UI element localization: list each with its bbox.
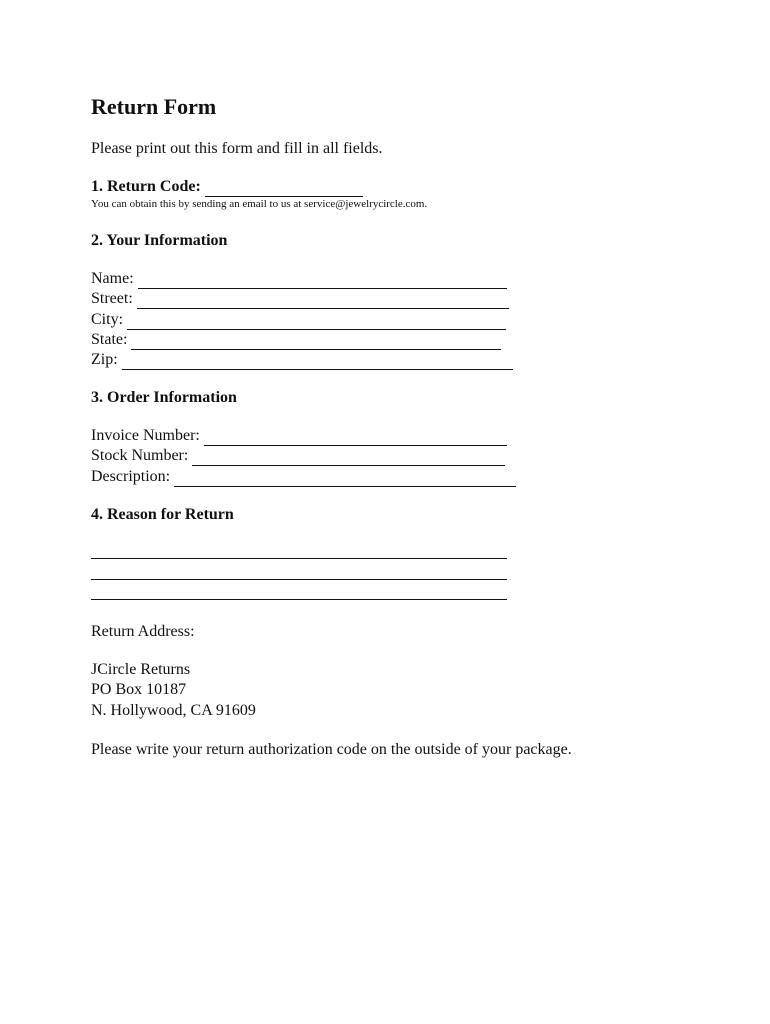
stock-number-label: Stock Number:: [91, 447, 189, 464]
return-code-blank[interactable]: [205, 181, 363, 197]
your-information-heading: 2. Your Information: [91, 232, 228, 249]
zip-label: Zip:: [91, 351, 118, 368]
city-blank[interactable]: [127, 314, 506, 330]
return-code-note: You can obtain this by sending an email to us at service@jewelrycircle.com.: [91, 198, 428, 210]
city-field: [91, 310, 506, 330]
order-information-heading: 3. Order Information: [91, 389, 237, 406]
state-field: [91, 330, 501, 350]
state-blank[interactable]: [131, 334, 501, 350]
footer-note: Please write your return authorization code on the outside of your package.: [91, 741, 572, 758]
reason-for-return-heading: 4. Reason for Return: [91, 506, 234, 523]
stock-number-blank[interactable]: [192, 450, 505, 466]
reason-line[interactable]: [91, 558, 507, 559]
address-line: N. Hollywood, CA 91609: [91, 702, 256, 719]
zip-field: [91, 350, 513, 370]
city-label: City:: [91, 311, 124, 328]
description-field: [91, 467, 516, 487]
return-address-label: Return Address:: [91, 623, 195, 640]
invoice-number-field: [91, 426, 507, 446]
name-field: [91, 269, 507, 289]
street-label: Street:: [91, 290, 133, 307]
address-line: JCircle Returns: [91, 661, 191, 678]
name-blank[interactable]: [138, 273, 507, 289]
page-title: Return Form: [91, 94, 217, 119]
state-label: State:: [91, 331, 128, 348]
address-line: PO Box 10187: [91, 681, 187, 698]
street-field: [91, 289, 509, 309]
description-label: Description:: [91, 468, 171, 485]
reason-line[interactable]: [91, 599, 507, 600]
name-label: Name:: [91, 270, 134, 287]
description-blank[interactable]: [174, 471, 516, 487]
reason-line[interactable]: [91, 579, 507, 580]
street-blank[interactable]: [137, 293, 509, 309]
invoice-number-label: Invoice Number:: [91, 427, 200, 444]
return-code-label: 1. Return Code:: [91, 178, 201, 195]
zip-blank[interactable]: [122, 354, 513, 370]
stock-number-field: [91, 446, 505, 466]
return-code-field: [91, 177, 363, 197]
intro-text: Please print out this form and fill in all fields.: [91, 140, 383, 157]
invoice-number-blank[interactable]: [204, 430, 507, 446]
